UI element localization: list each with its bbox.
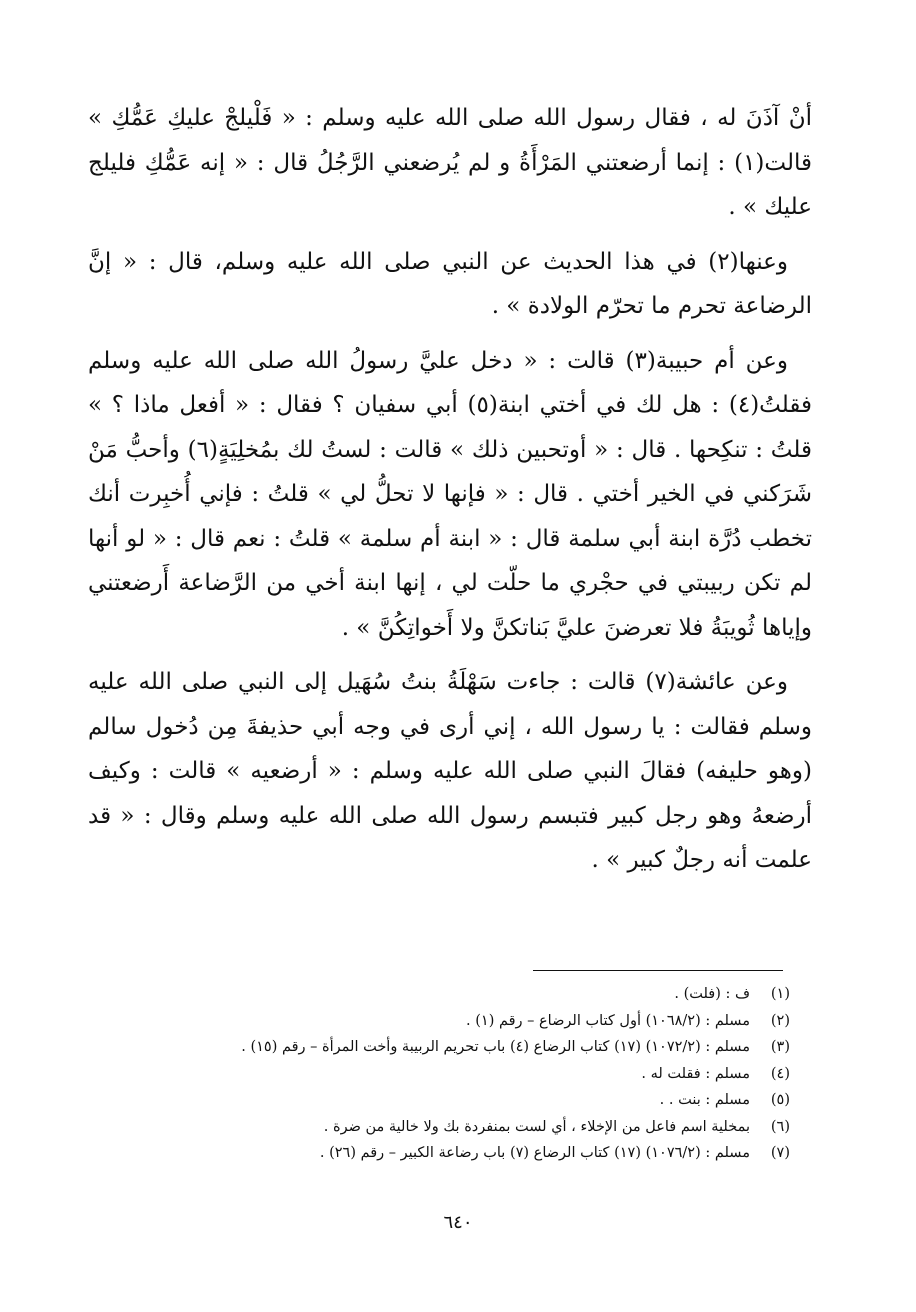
footnote-number: (٦) <box>770 1118 790 1135</box>
footnote-7 <box>120 1140 790 1167</box>
footnote-2 <box>120 1008 790 1035</box>
footnote-divider <box>533 970 783 971</box>
footnote-number: (٥) <box>770 1092 790 1108</box>
footnote-text: ف : (فلت) . <box>674 986 750 1002</box>
footnote-text: مسلم : فقلت له . <box>641 1065 750 1082</box>
footnote-5 <box>120 1087 790 1114</box>
footnote-1 <box>120 981 790 1008</box>
footnote-number: (٢) <box>770 1012 790 1029</box>
footnote-number: (٧) <box>770 1145 790 1161</box>
page-number: ٦٤٠ <box>443 1212 473 1233</box>
paragraph-2: وعنها(٢) في هذا الحديث عن النبي صلى الله عليه وسلم، قال : « إنَّ الرضاعة تحرم ما تحرّم الولادة » . <box>88 248 812 319</box>
footnote-text: مسلم : بنت . . <box>659 1092 750 1108</box>
footnote-number: (٣) <box>770 1039 790 1055</box>
footnote-number: (١) <box>770 986 790 1002</box>
footnotes <box>120 981 790 1167</box>
footnote-text: بمخلية اسم فاعل من الإخلاء ، أي لست بمنفردة بك ولا خالية من ضرة . <box>323 1118 750 1135</box>
footnote-4 <box>120 1061 790 1088</box>
main-text <box>88 96 812 893</box>
footnote-6 <box>120 1114 790 1141</box>
footnote-3 <box>120 1034 790 1061</box>
footnote-number: (٤) <box>770 1065 790 1082</box>
footnote-text: مسلم : (١٠٦٨/٢) أول كتاب الرضاع – رقم (١) . <box>466 1012 750 1029</box>
paragraph-4: وعن عائشة(٧) قالت : جاءت سَهْلَةُ بنتُ سُهَيل إلى النبي صلى الله عليه وسلم فقالت : يا رسول الله ، إني أرى في وجه أبي حذيفةَ مِن دُخول سالم (وهو حليفه) فقالَ النبي صلى الله عليه وسلم : « أرضعيه » قالت : وكيف أرضعهُ وهو رجل كبير فتبسم رسول الله صلى الله عليه وسلم وقال : « قد علمت أنه رجلٌ كبير » . <box>88 669 812 873</box>
footnote-text: مسلم : (١٠٧٢/٢) (١٧) كتاب الرضاع (٤) باب تحريم الربيبة وأخت المرأة – رقم (١٥) . <box>241 1039 750 1055</box>
footnote-text: مسلم : (١٠٧٦/٢) (١٧) كتاب الرضاع (٧) باب رضاعة الكبير – رقم (٢٦) . <box>319 1145 750 1161</box>
paragraph-3: وعن أم حبيبة(٣) قالت : « دخل عليَّ رسولُ الله صلى الله عليه وسلم فقلتُ(٤) : هل لك في أختي ابنة(٥) أبي سفيان ؟ فقال : « أفعل ماذا ؟ » قلتُ : تنكِحها . قال : « أوتحبين ذلك » قالت : لستُ لك بمُخلِيَةٍ(٦) وأحبُّ مَنْ شَرَكني في الخير أختي . قال : « فإنها لا تحلُّ لي » قلتُ : فإني أُخبِرت أنك تخطب دُرَّة ابنة أبي سلمة قال : « ابنة أم سلمة » قلتُ : نعم قال : « لو أنها لم تكن ربيبتي في حجْري ما حلّت لي ، إنها ابنة أخي من الرَّضاعة أَرضعتني وإياها ثُويبَةُ فلا تعرضنَ عليَّ بَناتكنَّ ولا أَخواتِكُنَّ » . <box>88 347 812 641</box>
paragraph-1: أنْ آذَنَ له ، فقال رسول الله صلى الله عليه وسلم : « فَلْيلجْ عليكِ عَمُّكِ » قالت(١) : إنما أرضعتني المَرْأَةُ و لم يُرضعني الرَّجُلُ قال : « إنه عَمُّكِ فليلج عليك » . <box>88 105 812 220</box>
